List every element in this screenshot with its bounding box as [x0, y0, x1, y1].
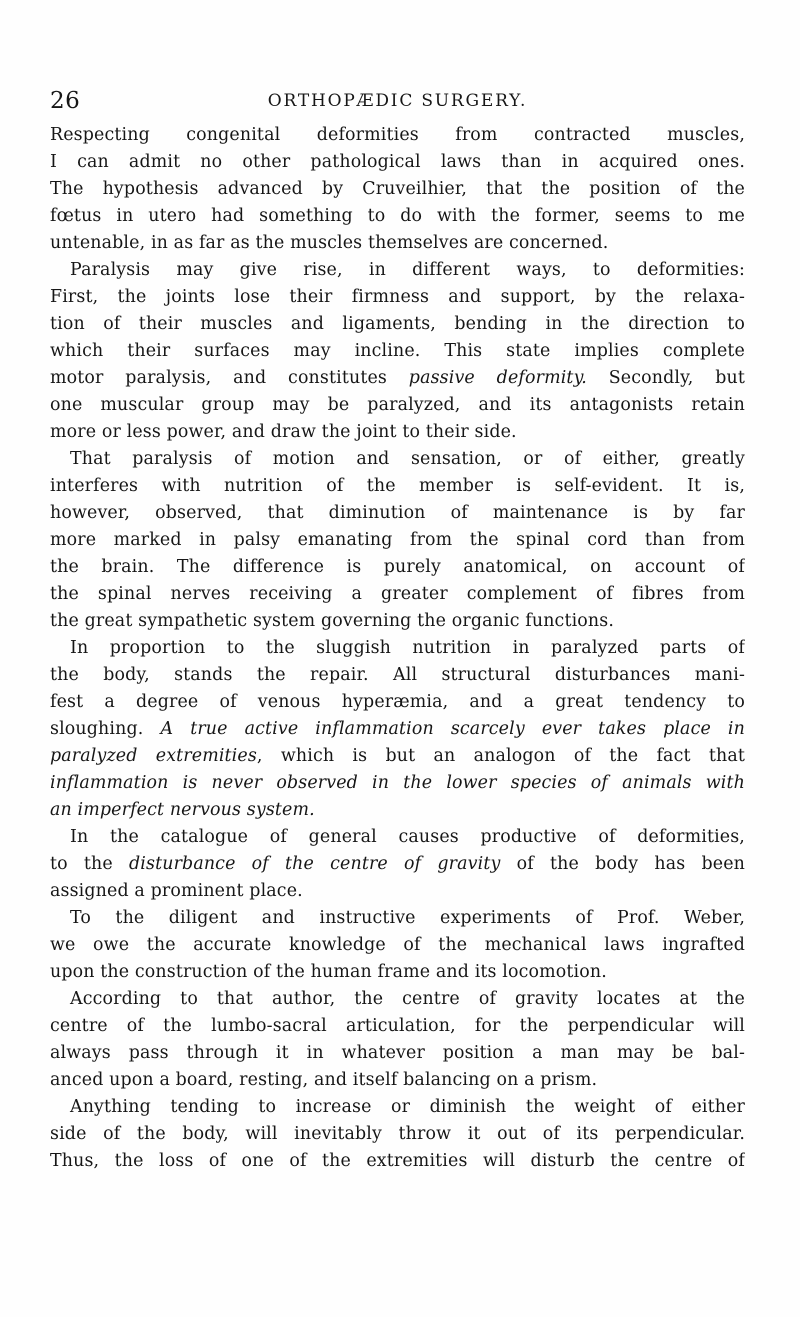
text-segment: The hypothesis advanced by Cruveilhier, that the position of the	[50, 179, 745, 199]
text-line	[50, 419, 745, 446]
text-segment: Thus, the loss of one of the extremities will disturb the centre of	[50, 1151, 745, 1171]
italic-text: disturbance of the centre of gravity	[129, 854, 501, 874]
text-segment: Respecting congenital deformities from contracted muscles,	[50, 125, 745, 145]
text-segment: fœtus in utero had something to do with the former, seems to me	[50, 206, 745, 226]
text-segment: Anything tending to increase or diminish the weight of either	[70, 1097, 745, 1117]
italic-text: an imperfect nervous system.	[50, 800, 315, 820]
italic-text: paralyzed extremities	[50, 746, 257, 766]
text-segment: side of the body, will inevitably throw it out of its perpendicular.	[50, 1124, 745, 1144]
text-line	[50, 527, 745, 554]
text-line	[50, 203, 745, 230]
text-segment: To the diligent and instructive experiments of Prof. Weber,	[70, 908, 745, 928]
text-segment: interferes with nutrition of the member is self-evident. It is,	[50, 476, 745, 496]
text-segment: the great sympathetic system governing the organic functions.	[50, 611, 615, 631]
text-segment: the body, stands the repair. All structural disturbances mani-	[50, 665, 745, 685]
text-line	[50, 311, 745, 338]
text-segment: Paralysis may give rise, in different ways, to deformities:	[70, 260, 745, 280]
text-segment: we owe the accurate knowledge of the mechanical laws ingrafted	[50, 935, 745, 955]
text-segment: In the catalogue of general causes productive of deformities,	[70, 827, 745, 847]
text-line	[50, 743, 745, 770]
text-line	[50, 1121, 745, 1148]
text-line	[50, 1067, 745, 1094]
text-segment: which their surfaces may incline. This state implies complete	[50, 341, 745, 361]
text-segment: more marked in palsy emanating from the spinal cord than from	[50, 530, 745, 550]
text-line	[50, 716, 745, 743]
text-segment: always pass through it in whatever position a man may be bal-	[50, 1043, 745, 1063]
text-line	[50, 446, 745, 473]
text-line	[50, 554, 745, 581]
text-line	[50, 1148, 745, 1175]
text-line	[50, 905, 745, 932]
text-line	[50, 500, 745, 527]
text-line	[50, 365, 745, 392]
running-title: ORTHOPÆDIC SURGERY.	[267, 91, 528, 111]
text-line	[50, 986, 745, 1013]
text-line	[50, 932, 745, 959]
text-line	[50, 1094, 745, 1121]
text-segment: I can admit no other pathological laws than in acquired ones.	[50, 152, 745, 172]
text-line	[50, 824, 745, 851]
text-segment: In proportion to the sluggish nutrition in paralyzed parts of	[70, 638, 745, 658]
text-line	[50, 689, 745, 716]
text-segment: anced upon a board, resting, and itself balancing on a prism.	[50, 1070, 598, 1090]
text-segment: sloughing.	[50, 719, 161, 739]
text-segment: motor paralysis, and constitutes	[50, 368, 409, 388]
text-line	[50, 878, 745, 905]
text-line	[50, 959, 745, 986]
italic-text: passive deformity.	[408, 368, 587, 388]
text-line	[50, 149, 745, 176]
text-line	[50, 1013, 745, 1040]
text-line	[50, 338, 745, 365]
text-line	[50, 230, 745, 257]
text-line	[50, 392, 745, 419]
text-line	[50, 122, 745, 149]
text-segment: First, the joints lose their firmness and support, by the relaxa-	[50, 287, 745, 307]
italic-text: A true active inflammation scarcely ever takes place in	[160, 719, 745, 739]
text-segment: , which is but an analogon of the fact that	[256, 746, 745, 766]
text-segment: That paralysis of motion and sensation, or of either, greatly	[70, 449, 745, 469]
text-segment: tion of their muscles and ligaments, bending in the direction to	[50, 314, 745, 334]
text-segment: of the body has been	[500, 854, 745, 874]
text-line	[50, 770, 745, 797]
text-segment: to the	[50, 854, 130, 874]
text-line	[50, 581, 745, 608]
text-segment: According to that author, the centre of gravity locates at the	[70, 989, 745, 1009]
text-segment: untenable, in as far as the muscles themselves are concerned.	[50, 233, 609, 253]
italic-text: inflammation is never observed in the lower species of animals with	[50, 773, 745, 793]
text-line	[50, 635, 745, 662]
body-text	[50, 122, 745, 1175]
text-segment: fest a degree of venous hyperæmia, and a great tendency to	[50, 692, 745, 712]
text-segment: the brain. The difference is purely anatomical, on account of	[50, 557, 745, 577]
text-segment: however, observed, that diminution of maintenance is by far	[50, 503, 745, 523]
text-segment: Secondly, but	[586, 368, 745, 388]
page-header	[50, 88, 745, 116]
text-line	[50, 176, 745, 203]
text-segment: assigned a prominent place.	[50, 881, 303, 901]
text-line	[50, 473, 745, 500]
text-segment: the spinal nerves receiving a greater complement of fibres from	[50, 584, 745, 604]
text-segment: more or less power, and draw the joint to their side.	[50, 422, 517, 442]
text-line	[50, 1040, 745, 1067]
text-line	[50, 662, 745, 689]
text-line	[50, 608, 745, 635]
page-number: 26	[50, 88, 81, 114]
text-line	[50, 257, 745, 284]
text-segment: upon the construction of the human frame and its locomotion.	[50, 962, 607, 982]
text-segment: centre of the lumbo-sacral articulation, for the perpendicular will	[50, 1016, 745, 1036]
text-line	[50, 851, 745, 878]
text-segment: one muscular group may be paralyzed, and its antagonists retain	[50, 395, 745, 415]
text-line	[50, 797, 745, 824]
text-line	[50, 284, 745, 311]
